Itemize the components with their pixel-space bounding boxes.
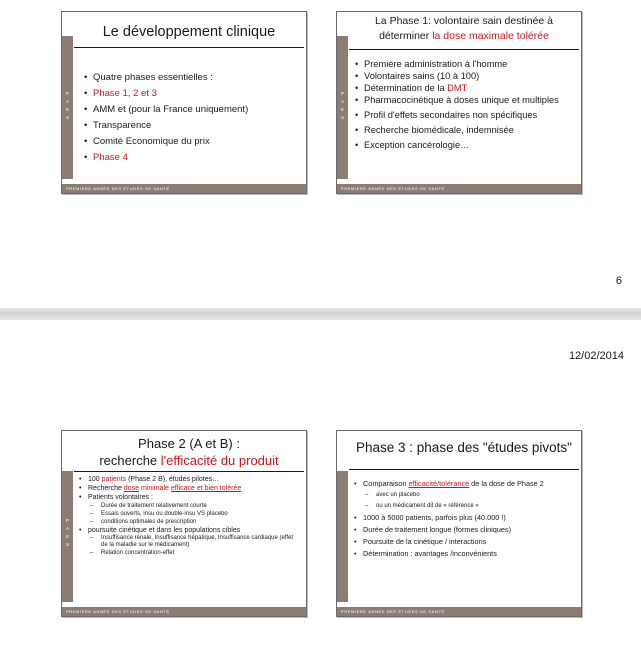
bullet-item: • Quatre phases essentielles :: [84, 70, 248, 86]
title-divider: [349, 469, 579, 470]
bullet-item: • Première administration à l'homme: [355, 58, 575, 70]
bullet-item: • Phase 1, 2 et 3: [84, 86, 248, 102]
bullet-item: • 1000 à 5000 patients, parfois plus (40.000 !): [354, 512, 576, 524]
slide-footer: PREMIÈRE ANNÉE DES ÉTUDES DE SANTÉ: [62, 184, 306, 193]
bullet-item: • Phase 4: [84, 150, 248, 166]
slide-footer: PREMIÈRE ANNÉE DES ÉTUDES DE SANTÉ: [337, 607, 581, 616]
bullet-text: Détermination de la: [364, 83, 448, 93]
sub-bullet-item: – avec un placebo: [354, 490, 576, 501]
slide-clinical-development: [61, 11, 307, 194]
slide-phase-3: [336, 430, 582, 617]
title-text: déterminer: [379, 30, 433, 42]
bullet-item: • Recherche biomédicale, indemnisée: [355, 124, 575, 136]
bullet-item: • Transparence: [84, 118, 248, 134]
sub-bullet-item: – conditions optimales de prescription: [79, 518, 298, 526]
bullet-item: [79, 484, 298, 493]
sub-bullet-item: – Relation concentration-effet: [79, 549, 298, 557]
bullet-item: • Pharmacocinétique à doses unique et multiples: [355, 94, 575, 106]
document-page-bottom: [0, 320, 641, 645]
sidebar-letter: P: [65, 91, 69, 96]
slide-sidebar: [337, 36, 348, 179]
sidebar-letter: S: [65, 115, 69, 120]
sub-bullet-item: – Durée de traitement relativement courte: [79, 502, 298, 510]
slide-title: Le développement clinique: [102, 24, 276, 40]
bullet-text: Comparaison: [363, 479, 409, 488]
slide-bullet-list: [79, 475, 298, 557]
bullet-item: • poursuite cinétique et dans les populations cibles: [79, 526, 298, 535]
sidebar-letter: S: [340, 115, 344, 120]
bullet-text: 100: [88, 476, 102, 483]
sidebar-letter: P: [65, 518, 69, 523]
sidebar-letter: E: [65, 534, 69, 539]
bullet-item: • Durée de traitement longue (formes cliniques): [354, 524, 576, 536]
slide-title: Phase 3 : phase des "études pivots": [356, 440, 572, 455]
title-line: Phase 2 (A et B) :: [138, 436, 240, 451]
slide-title: [349, 14, 579, 44]
slide-phase-2: [61, 430, 307, 617]
sub-bullet-item: – Insuffisance rénale, Insuffisance hépatique, Insuffisance cardiaque (effet de la maladie sur le médicament): [79, 535, 298, 549]
sidebar-letter: S: [65, 542, 69, 547]
sidebar-letter: A: [65, 526, 69, 531]
bullet-text: de la dose de Phase 2: [469, 479, 544, 488]
sidebar-letter: P: [340, 91, 344, 96]
document-page-top: [0, 0, 641, 308]
bullet-item: • Exception cancérologie…: [355, 139, 575, 151]
bullet-item: [355, 82, 575, 94]
bullet-highlight: efficacité/tolérance: [408, 479, 470, 488]
bullet-item: [354, 478, 576, 490]
bullet-item: • AMM et (pour la France uniquement): [84, 102, 248, 118]
bullet-highlight: DMT: [447, 83, 468, 93]
title-divider: [74, 471, 304, 472]
bullet-highlight: patients: [101, 476, 127, 483]
bullet-highlight: dose: [123, 485, 139, 492]
bullet-item: • Volontaires sains (10 à 100): [355, 70, 575, 82]
slide-footer: PREMIÈRE ANNÉE DES ÉTUDES DE SANTÉ: [62, 607, 306, 616]
title-line: [74, 452, 304, 469]
sidebar-letter: A: [340, 99, 344, 104]
bullet-highlight: minimale: [140, 485, 169, 492]
sidebar-letters: [62, 517, 73, 549]
sub-bullet-item: – ou un médicament dit de « référence »: [354, 501, 576, 512]
bullet-item: [79, 475, 298, 484]
bullet-text: Recherche: [88, 485, 124, 492]
title-highlight: la dose maximale tolérée: [432, 30, 549, 42]
title-line: [349, 29, 579, 44]
sub-bullet-item: – Essais ouverts, insu ou double-insu VS placebo: [79, 510, 298, 518]
title-divider: [74, 47, 304, 48]
title-divider: [349, 49, 579, 50]
page-date: 12/02/2014: [568, 350, 624, 362]
bullet-text: (Phase 2 B), études pilotes…: [126, 476, 220, 483]
slide-bullet-list: [354, 478, 576, 560]
title-line: La Phase 1: volontaire sain destinée à: [374, 15, 554, 27]
sidebar-letter: E: [65, 107, 69, 112]
bullet-item: • Détermination : avantages /inconvénients: [354, 548, 576, 560]
slide-sidebar: [337, 471, 348, 602]
slide-phase-1: [336, 11, 582, 194]
page-separator: [0, 308, 641, 320]
slide-title: [74, 435, 304, 469]
page-number: 6: [615, 275, 622, 287]
sidebar-letters: [62, 90, 73, 122]
bullet-item: • Poursuite de la cinétique / interactions: [354, 536, 576, 548]
sidebar-letter: A: [65, 99, 69, 104]
title-text: recherche: [99, 453, 161, 468]
bullet-item: • Profil d'effets secondaires non spécifiques: [355, 109, 575, 121]
bullet-item: • Comité Economique du prix: [84, 134, 248, 150]
slide-sidebar: [62, 471, 73, 602]
bullet-highlight: efficace et bien tolérée: [170, 485, 242, 492]
sidebar-letter: E: [340, 107, 344, 112]
title-highlight: l'efficacité du produit: [160, 453, 279, 468]
bullet-item: • Patients volontaires :: [79, 493, 298, 502]
slide-sidebar: [62, 36, 73, 179]
slide-bullet-list: [355, 58, 575, 151]
sidebar-letters: [337, 90, 348, 122]
slide-bullet-list: [84, 70, 248, 166]
slide-footer: PREMIÈRE ANNÉE DES ÉTUDES DE SANTÉ: [337, 184, 581, 193]
